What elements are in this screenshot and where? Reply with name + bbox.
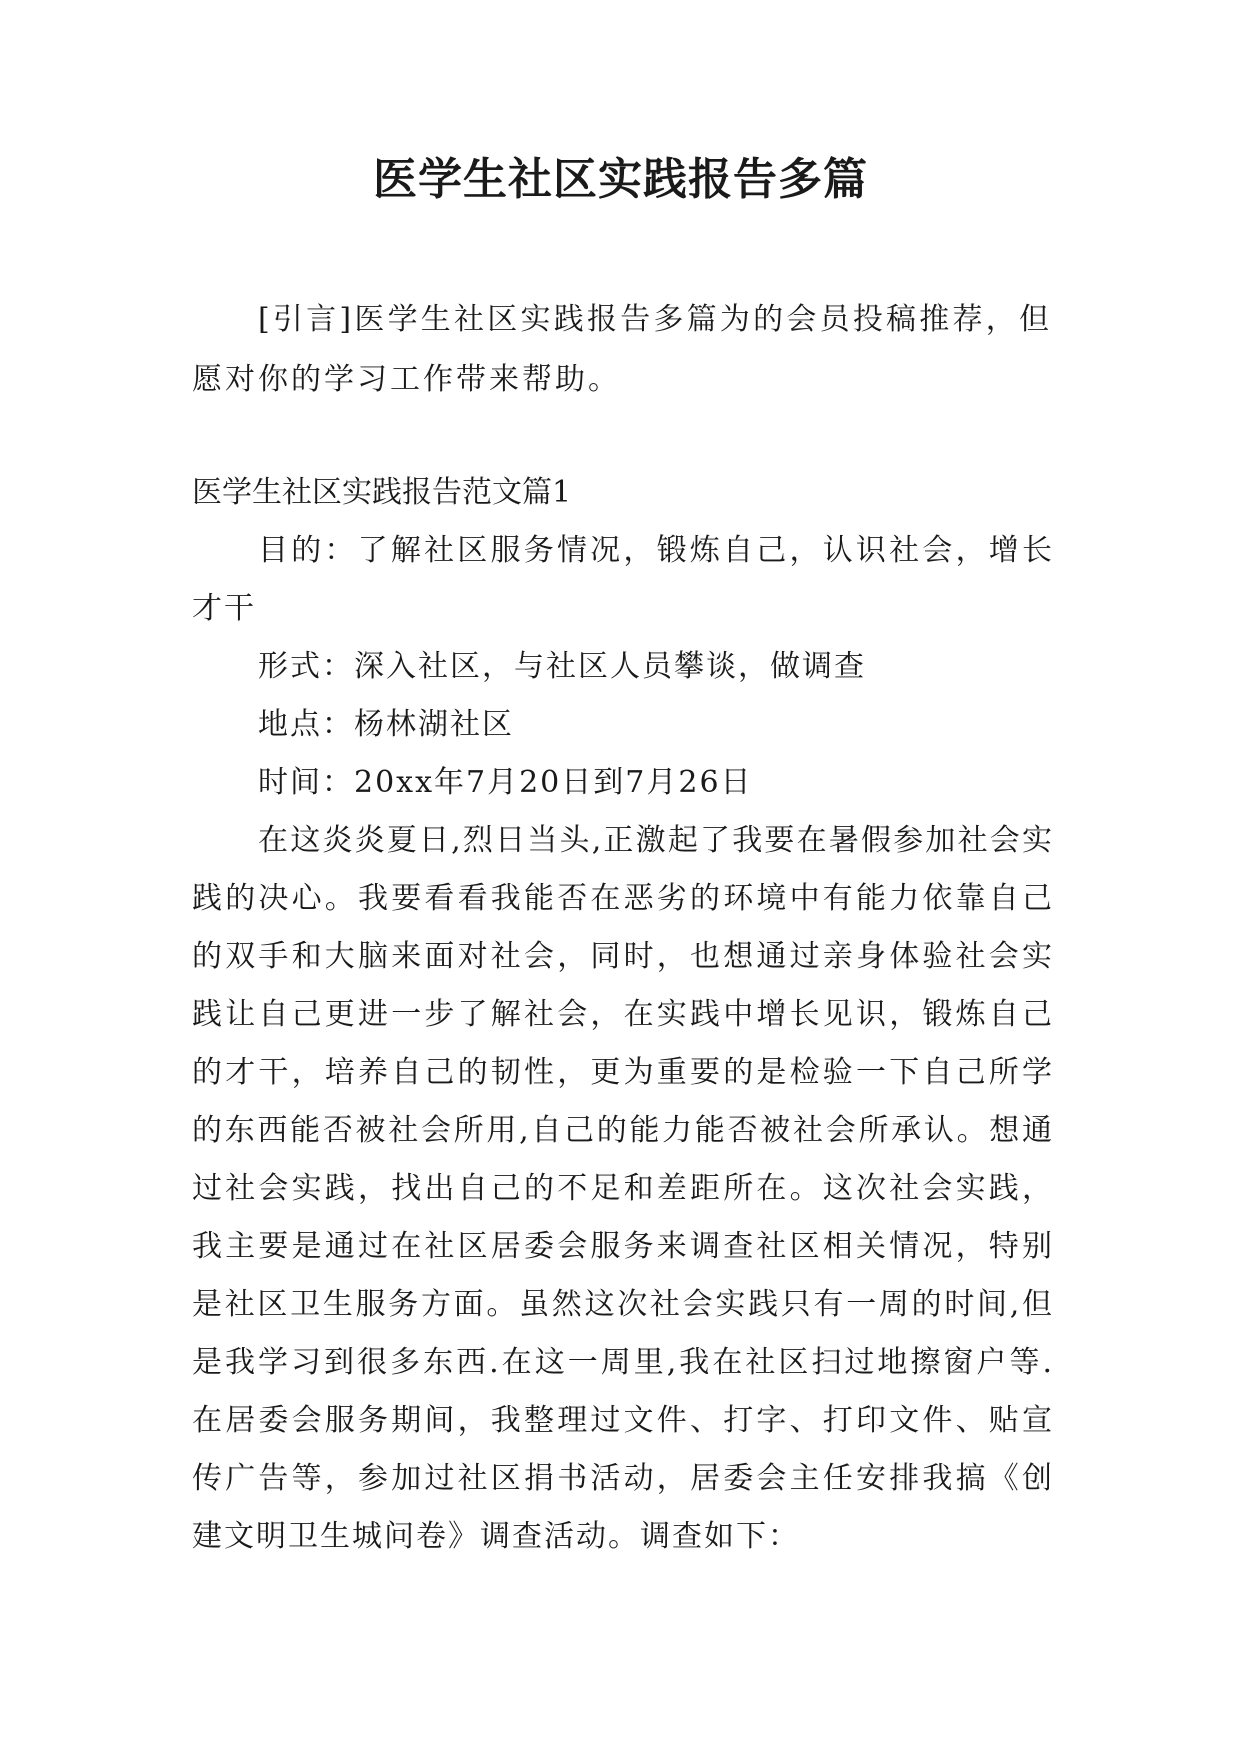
- body-text: [192, 522, 1054, 1566]
- document-title: 医学生社区实践报告多篇: [373, 154, 868, 205]
- section-heading: 医学生社区实践报告范文篇1: [192, 475, 572, 510]
- time-paragraph: 时间：20xx年7月20日到7月26日: [258, 765, 753, 800]
- intro-paragraph: [引言]医学生社区实践报告多篇为的会员投稿推荐，但愿对你的学习工作带来帮助。: [192, 302, 1052, 397]
- body-paragraph: 在这炎炎夏日,烈日当头,正激起了我要在暑假参加社会实践的决心。我要看看我能否在恶劣的环境中有能力依靠自己的双手和大脑来面对社会，同时，也想通过亲身体验社会实践让自己更进一步了解社会，在实践中增长见识，锻炼自己的才干，培养自己的韧性，更为重要的是检验一下自己所学的东西能否被社会所用,自己的能力能否被社会所承认。想通过社会实践，找出自己的不足和差距所在。这次社会实践，我主要是通过在社区居委会服务来调查社区相关情况，特别是社区卫生服务方面。虽然这次社会实践只有一周的时间,但是我学习到很多东西.在这一周里,我在社区扫过地擦窗户等.在居委会服务期间，我整理过文件、打字、打印文件、贴宣传广告等，参加过社区捐书活动，居委会主任安排我搞《创建文明卫生城问卷》调查活动。调查如下：: [192, 823, 1054, 1554]
- location-paragraph: 地点：杨林湖社区: [258, 707, 514, 742]
- purpose-paragraph: 目的：了解社区服务情况，锻炼自己，认识社会，增长才干: [192, 533, 1054, 626]
- form-paragraph: 形式：深入社区，与社区人员攀谈，做调查: [258, 649, 866, 684]
